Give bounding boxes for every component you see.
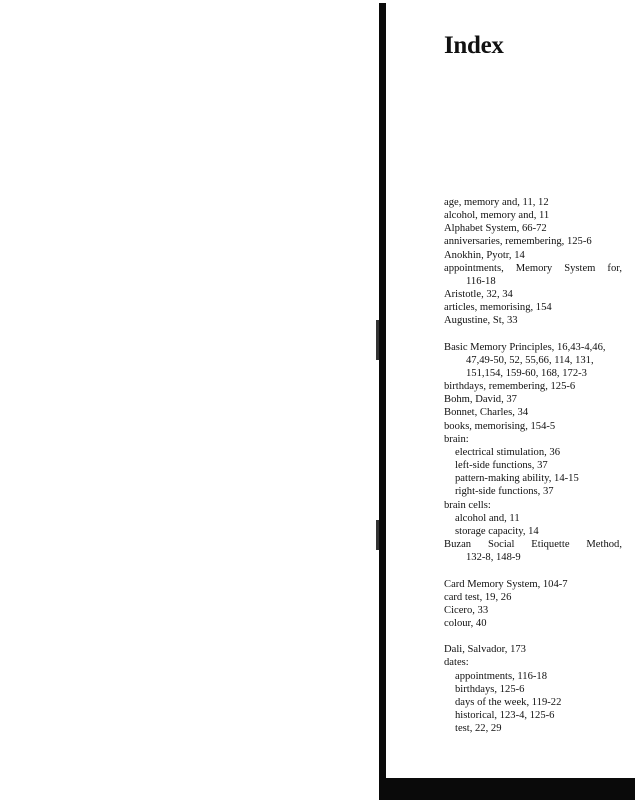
index-entry	[444, 262, 622, 275]
index-entry: Anokhin, Pyotr, 14	[444, 249, 525, 261]
index-entry-continuation: 47,49-50, 52, 55,66, 114, 131,	[466, 354, 594, 366]
index-entry: brain:	[444, 433, 469, 445]
index-entry: Augustine, St, 33	[444, 315, 518, 327]
index-word: Buzan	[444, 539, 472, 551]
index-entry: Basic Memory Principles, 16,43-4,46,	[444, 341, 606, 353]
index-entry: Alphabet System, 66-72	[444, 223, 547, 235]
index-entry: birthdays, remembering, 125-6	[444, 381, 576, 393]
index-word: System	[564, 262, 596, 274]
index-entry: Dali, Salvador, 173	[444, 644, 526, 656]
gutter-mark	[376, 520, 379, 550]
letter-group-gap	[444, 564, 622, 577]
index-entry: anniversaries, remembering, 125-6	[444, 236, 592, 248]
index-entry: card test, 19, 26	[444, 591, 512, 603]
index-entry	[444, 538, 622, 551]
index-entry: books, memorising, 154-5	[444, 420, 556, 432]
index-subentry: right-side functions, 37	[455, 486, 554, 498]
index-subentry: storage capacity, 14	[455, 525, 539, 537]
index-word: Memory	[515, 262, 553, 274]
index-entry: articles, memorising, 154	[444, 302, 552, 314]
index-subentry: historical, 123-4, 125-6	[455, 710, 555, 722]
index-word: for,	[607, 262, 622, 274]
index-entry: alcohol, memory and, 11	[444, 210, 550, 222]
index-entry: dates:	[444, 657, 469, 669]
page-gutter-shadow	[379, 3, 386, 800]
index-subentry: test, 22, 29	[455, 723, 502, 735]
index-entry: Card Memory System, 104-7	[444, 578, 568, 590]
index-word: Social	[487, 539, 515, 551]
letter-group-gap	[444, 328, 622, 341]
index-word: Etiquette	[531, 539, 570, 551]
index-word: appointments,	[444, 262, 504, 274]
index-entry: Aristotle, 32, 34	[444, 289, 513, 301]
index-entry: age, memory and, 11, 12	[444, 197, 549, 208]
index-entry: colour, 40	[444, 617, 487, 629]
index-entry: Bohm, David, 37	[444, 394, 517, 406]
index-word: Method,	[586, 539, 622, 551]
index-subentry: birthdays, 125-6	[455, 683, 525, 695]
index-entry-continuation: 151,154, 159-60, 168, 172-3	[466, 368, 587, 380]
index-entry-continuation: 116-18	[466, 275, 496, 287]
index-subentry: left-side functions, 37	[455, 460, 548, 472]
index-entry: Bonnet, Charles, 34	[444, 407, 529, 419]
index-entry: brain cells:	[444, 499, 491, 511]
index-subentry: electrical stimulation, 36	[455, 446, 561, 458]
page-bottom-shadow	[379, 778, 635, 800]
index-subentry: appointments, 116-18	[455, 670, 547, 682]
index-subentry: pattern-making ability, 14-15	[455, 473, 579, 485]
index-entry: Cicero, 33	[444, 604, 489, 616]
gutter-mark	[376, 320, 379, 360]
index-subentry: days of the week, 119-22	[455, 696, 562, 708]
page-title: Index	[444, 32, 504, 59]
index-entry-continuation: 132-8, 148-9	[466, 552, 521, 564]
index-list	[444, 196, 622, 735]
index-subentry: alcohol and, 11	[455, 512, 520, 524]
letter-group-gap	[444, 630, 622, 643]
